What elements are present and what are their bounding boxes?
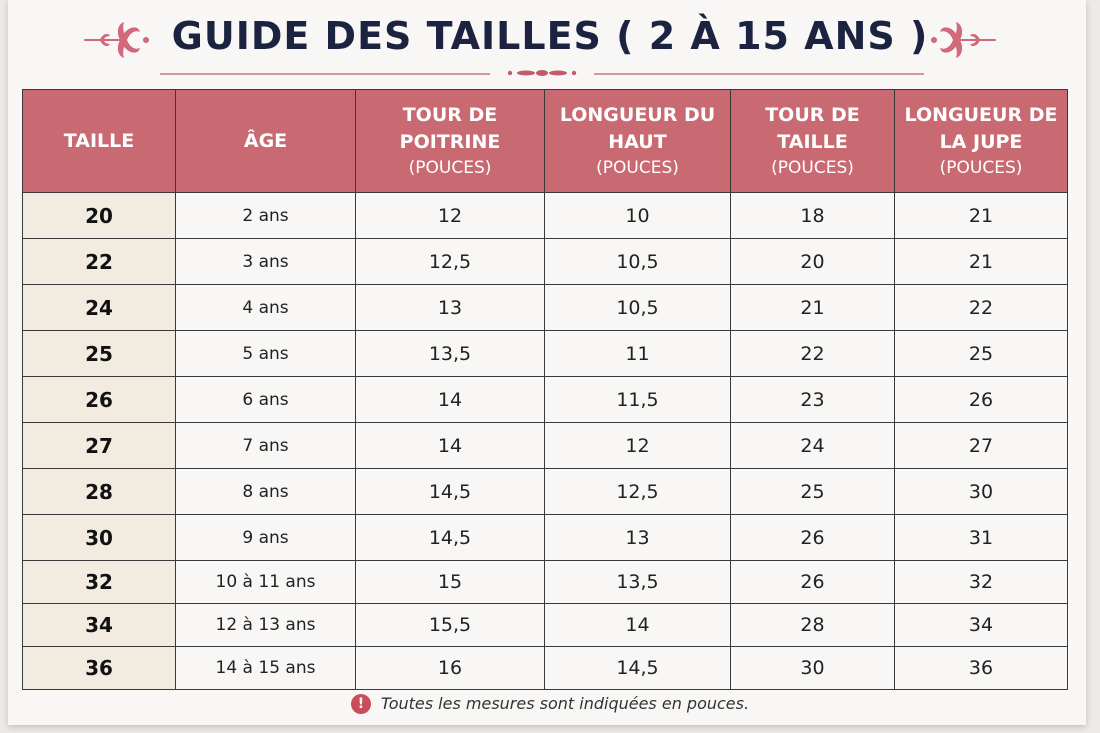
age-cell: 2 ans [176, 193, 356, 239]
measurement-cell: 15,5 [356, 604, 545, 647]
measurement-cell: 11 [545, 331, 731, 377]
size-cell: 34 [23, 604, 176, 647]
size-cell: 22 [23, 239, 176, 285]
column-header [356, 90, 545, 193]
measurement-cell: 14 [356, 377, 545, 423]
footnote [0, 694, 1100, 714]
age-cell: 7 ans [176, 423, 356, 469]
size-cell: 24 [23, 285, 176, 331]
measurement-cell: 36 [895, 647, 1068, 690]
column-header-label: ÂGE [243, 129, 288, 152]
measurement-cell: 27 [895, 423, 1068, 469]
size-cell: 32 [23, 561, 176, 604]
table-row [23, 647, 1068, 690]
measurement-cell: 24 [731, 423, 895, 469]
size-cell: 27 [23, 423, 176, 469]
measurement-cell: 12 [545, 423, 731, 469]
size-cell: 26 [23, 377, 176, 423]
age-cell: 12 à 13 ans [176, 604, 356, 647]
measurement-cell: 23 [731, 377, 895, 423]
measurement-cell: 13,5 [545, 561, 731, 604]
measurement-cell: 13,5 [356, 331, 545, 377]
age-cell: 9 ans [176, 515, 356, 561]
size-cell: 20 [23, 193, 176, 239]
measurement-cell: 28 [731, 604, 895, 647]
column-header [176, 90, 356, 193]
column-header-unit: (POUCES) [771, 158, 854, 178]
age-cell: 8 ans [176, 469, 356, 515]
measurement-cell: 18 [731, 193, 895, 239]
measurement-cell: 26 [731, 515, 895, 561]
measurement-cell: 21 [895, 239, 1068, 285]
measurement-cell: 21 [895, 193, 1068, 239]
measurement-cell: 14,5 [356, 469, 545, 515]
measurement-cell: 30 [895, 469, 1068, 515]
table-row [23, 377, 1068, 423]
alert-icon: ! [351, 694, 371, 714]
measurement-cell: 15 [356, 561, 545, 604]
measurement-cell: 14 [356, 423, 545, 469]
size-cell: 25 [23, 331, 176, 377]
measurement-cell: 25 [895, 331, 1068, 377]
table-row [23, 561, 1068, 604]
age-cell: 5 ans [176, 331, 356, 377]
measurement-cell: 16 [356, 647, 545, 690]
measurement-cell: 31 [895, 515, 1068, 561]
table-row [23, 239, 1068, 285]
decorative-divider [160, 66, 924, 80]
measurement-cell: 14 [545, 604, 731, 647]
measurement-cell: 32 [895, 561, 1068, 604]
age-cell: 3 ans [176, 239, 356, 285]
measurement-cell: 12 [356, 193, 545, 239]
age-cell: 4 ans [176, 285, 356, 331]
measurement-cell: 21 [731, 285, 895, 331]
measurement-cell: 14,5 [545, 647, 731, 690]
column-header [731, 90, 895, 193]
measurement-cell: 26 [895, 377, 1068, 423]
footnote-text: Toutes les mesures sont indiquées en pouces. [380, 694, 750, 713]
column-header [895, 90, 1068, 193]
column-header-unit: (POUCES) [939, 158, 1023, 178]
column-header [545, 90, 731, 193]
column-header-label: TOUR DE POITRINE [399, 104, 501, 153]
size-cell: 36 [23, 647, 176, 690]
measurement-cell: 13 [356, 285, 545, 331]
measurement-cell: 30 [731, 647, 895, 690]
measurement-cell: 12,5 [545, 469, 731, 515]
column-header-label: TOUR DE TAILLE [765, 104, 860, 153]
table-row [23, 331, 1068, 377]
size-table [22, 89, 1068, 690]
size-cell: 28 [23, 469, 176, 515]
age-cell: 14 à 15 ans [176, 647, 356, 690]
table-row [23, 469, 1068, 515]
table-body [23, 193, 1068, 690]
measurement-cell: 25 [731, 469, 895, 515]
column-header-unit: (POUCES) [596, 158, 679, 178]
age-cell: 10 à 11 ans [176, 561, 356, 604]
measurement-cell: 26 [731, 561, 895, 604]
column-header [23, 90, 176, 193]
measurement-cell: 20 [731, 239, 895, 285]
measurement-cell: 22 [895, 285, 1068, 331]
measurement-cell: 22 [731, 331, 895, 377]
size-cell: 30 [23, 515, 176, 561]
page-title: GUIDE DES TAILLES ( 2 À 15 ANS ) [171, 14, 929, 58]
measurement-cell: 12,5 [356, 239, 545, 285]
table-row [23, 515, 1068, 561]
table-row [23, 193, 1068, 239]
measurement-cell: 10 [545, 193, 731, 239]
measurement-cell: 14,5 [356, 515, 545, 561]
column-header-label: LONGUEUR DE LA JUPE [904, 104, 1058, 153]
table-row [23, 604, 1068, 647]
column-header-unit: (POUCES) [408, 158, 492, 178]
table-row [23, 285, 1068, 331]
measurement-cell: 34 [895, 604, 1068, 647]
measurement-cell: 11,5 [545, 377, 731, 423]
measurement-cell: 10,5 [545, 239, 731, 285]
measurement-cell: 13 [545, 515, 731, 561]
column-header-label: LONGUEUR DU HAUT [559, 104, 716, 153]
table-header-row [23, 90, 1068, 193]
measurement-cell: 10,5 [545, 285, 731, 331]
table-row [23, 423, 1068, 469]
age-cell: 6 ans [176, 377, 356, 423]
column-header-label: TAILLE [63, 129, 135, 152]
